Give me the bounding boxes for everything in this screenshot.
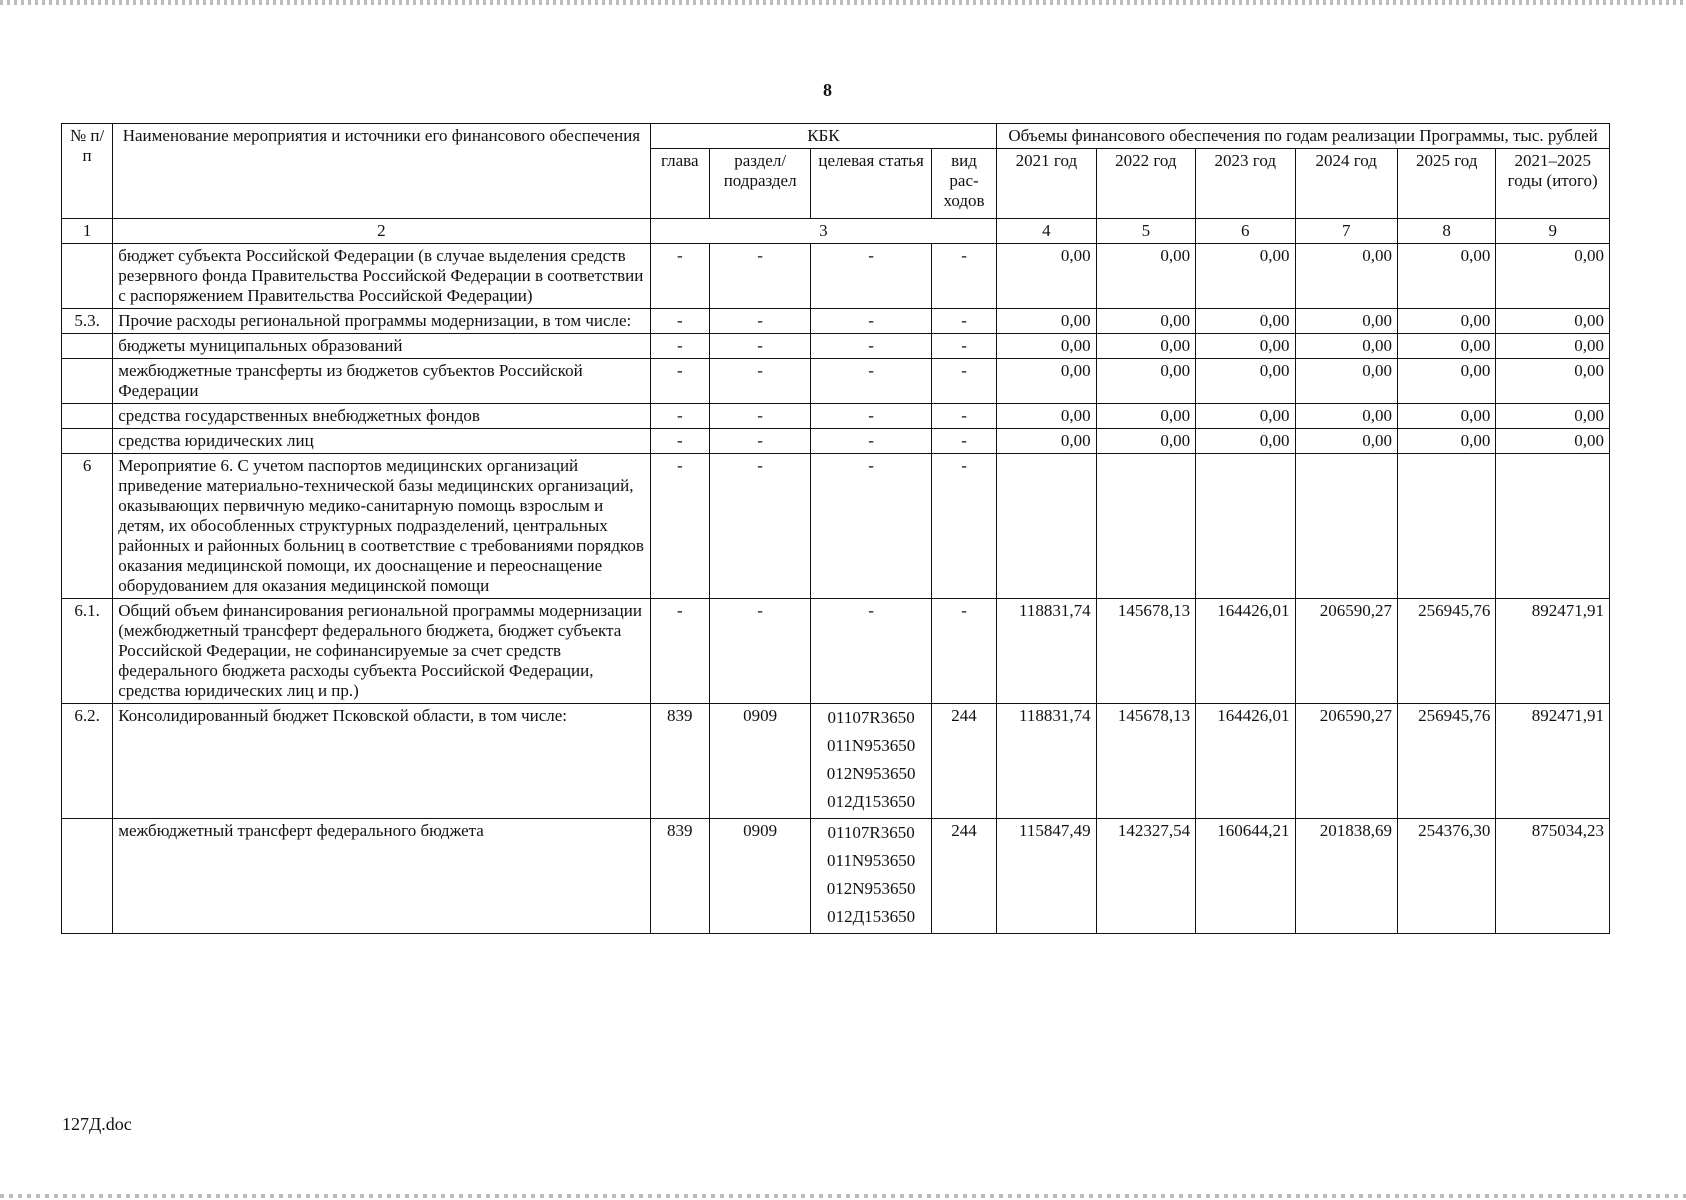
amount-cell: 0,00: [1397, 244, 1495, 309]
kbk-statya-cell: [811, 704, 932, 819]
row-number-cell: [62, 819, 113, 934]
row-name-cell: Мероприятие 6. С учетом паспортов медицинских организаций приведение материально-технической базы медицинских организаций, оказывающих первичную медико-санитарную помощь взрослым и детям, их обособленных структурных подразделений, центральных районных и районных больниц в соответствие с требованиями порядков оказания медицинской помощи, их дооснащение и переоснащение оборудованием для оказания медицинской помощи: [113, 454, 650, 599]
header-razdel: раздел/ подраздел: [709, 149, 810, 219]
row-name-cell: бюджеты муниципальных образований: [113, 334, 650, 359]
header-kbk: КБК: [650, 124, 997, 149]
row-number-cell: [62, 404, 113, 429]
row-name-cell: средства юридических лиц: [113, 429, 650, 454]
kbk-statya-code: 011N953650: [827, 851, 916, 870]
amount-cell: 892471,91: [1496, 599, 1610, 704]
kbk-glava-cell: -: [650, 454, 709, 599]
colnum-6: 6: [1196, 219, 1295, 244]
kbk-vid-cell: 244: [931, 819, 996, 934]
row-name-cell: межбюджетные трансферты из бюджетов субъектов Российской Федерации: [113, 359, 650, 404]
row-number-cell: 6: [62, 454, 113, 599]
amount-cell: [997, 454, 1096, 599]
row-number-cell: 6.2.: [62, 704, 113, 819]
header-vid: вид рас- ходов: [931, 149, 996, 219]
amount-cell: 164426,01: [1196, 599, 1295, 704]
amount-cell: 0,00: [1196, 309, 1295, 334]
kbk-statya-code: 012Д153650: [827, 792, 916, 811]
page-number: 8: [823, 80, 832, 100]
amount-cell: 0,00: [997, 429, 1096, 454]
table-row: [62, 244, 1610, 309]
kbk-glava-cell: -: [650, 404, 709, 429]
amount-cell: 254376,30: [1397, 819, 1495, 934]
kbk-vid-cell: -: [931, 599, 996, 704]
amount-cell: 0,00: [1295, 334, 1397, 359]
amount-cell: [1496, 454, 1610, 599]
kbk-statya-code: 012N953650: [826, 879, 916, 898]
kbk-statya-cell: [811, 429, 932, 454]
column-number-row: [62, 219, 1610, 244]
amount-cell: 0,00: [1496, 334, 1610, 359]
header-name: Наименование мероприятия и источники его финансового обеспечения: [113, 124, 650, 219]
colnum-9: 9: [1496, 219, 1610, 244]
kbk-glava-cell: -: [650, 359, 709, 404]
kbk-razdel-cell: -: [709, 404, 810, 429]
kbk-statya-code: -: [868, 406, 874, 425]
amount-cell: 256945,76: [1397, 599, 1495, 704]
header-statya: целевая статья: [811, 149, 932, 219]
table-row: [62, 704, 1610, 819]
colnum-4: 4: [997, 219, 1096, 244]
amount-cell: 0,00: [997, 404, 1096, 429]
amount-cell: 0,00: [1096, 359, 1195, 404]
colnum-8: 8: [1397, 219, 1495, 244]
scan-bottom-edge: [0, 1194, 1686, 1198]
kbk-razdel-cell: 0909: [709, 704, 810, 819]
amount-cell: 0,00: [1496, 404, 1610, 429]
kbk-glava-cell: -: [650, 429, 709, 454]
document-filename: 127Д.doc: [62, 1114, 132, 1134]
amount-cell: 0,00: [1096, 309, 1195, 334]
kbk-glava-cell: -: [650, 244, 709, 309]
kbk-vid-cell: -: [931, 334, 996, 359]
header-glava: глава: [650, 149, 709, 219]
amount-cell: 0,00: [1096, 404, 1195, 429]
kbk-statya-cell: [811, 404, 932, 429]
header-volumes: Объемы финансового обеспечения по годам реализации Программы, тыс. рублей: [997, 124, 1610, 149]
row-number-cell: 5.3.: [62, 309, 113, 334]
amount-cell: 0,00: [997, 334, 1096, 359]
kbk-vid-cell: -: [931, 309, 996, 334]
amount-cell: 0,00: [1397, 309, 1495, 334]
amount-cell: [1397, 454, 1495, 599]
row-name-cell: средства государственных внебюджетных фондов: [113, 404, 650, 429]
amount-cell: 0,00: [1397, 429, 1495, 454]
kbk-statya-cell: [811, 309, 932, 334]
row-name-cell: Консолидированный бюджет Псковской области, в том числе:: [113, 704, 650, 819]
amount-cell: [1096, 454, 1195, 599]
kbk-vid-cell: -: [931, 404, 996, 429]
kbk-razdel-cell: -: [709, 429, 810, 454]
kbk-statya-code: 012N953650: [826, 764, 916, 783]
kbk-razdel-cell: -: [709, 359, 810, 404]
row-number-cell: [62, 359, 113, 404]
kbk-glava-cell: -: [650, 334, 709, 359]
kbk-statya-code: 012Д153650: [827, 907, 916, 926]
amount-cell: 0,00: [1397, 404, 1495, 429]
kbk-statya-code: -: [868, 246, 874, 265]
kbk-statya-code: -: [868, 361, 874, 380]
amount-cell: 0,00: [1295, 359, 1397, 404]
header-row-1: [62, 124, 1610, 149]
table-row: [62, 404, 1610, 429]
scan-top-edge: [0, 0, 1686, 5]
amount-cell: 0,00: [1496, 429, 1610, 454]
row-number-cell: [62, 429, 113, 454]
amount-cell: 160644,21: [1196, 819, 1295, 934]
kbk-glava-cell: 839: [650, 704, 709, 819]
table-row: [62, 359, 1610, 404]
amount-cell: 0,00: [1496, 244, 1610, 309]
table-row: [62, 454, 1610, 599]
amount-cell: 0,00: [1295, 429, 1397, 454]
table-row: [62, 334, 1610, 359]
header-num: № п/п: [62, 124, 113, 219]
kbk-razdel-cell: -: [709, 454, 810, 599]
row-number-cell: [62, 334, 113, 359]
amount-cell: 0,00: [1196, 244, 1295, 309]
kbk-razdel-cell: 0909: [709, 819, 810, 934]
amount-cell: 875034,23: [1496, 819, 1610, 934]
amount-cell: 145678,13: [1096, 704, 1195, 819]
amount-cell: 118831,74: [997, 704, 1096, 819]
kbk-statya-cell: [811, 334, 932, 359]
table-row: [62, 819, 1610, 934]
amount-cell: 142327,54: [1096, 819, 1195, 934]
kbk-statya-code: -: [868, 456, 874, 475]
amount-cell: 0,00: [1295, 404, 1397, 429]
amount-cell: [1196, 454, 1295, 599]
kbk-glava-cell: 839: [650, 819, 709, 934]
colnum-5: 5: [1096, 219, 1195, 244]
kbk-razdel-cell: -: [709, 309, 810, 334]
kbk-vid-cell: -: [931, 244, 996, 309]
row-number-cell: [62, 244, 113, 309]
amount-cell: 256945,76: [1397, 704, 1495, 819]
kbk-statya-code: -: [868, 311, 874, 330]
kbk-glava-cell: -: [650, 599, 709, 704]
amount-cell: 0,00: [997, 309, 1096, 334]
kbk-statya-cell: [811, 454, 932, 599]
amount-cell: 0,00: [1196, 334, 1295, 359]
header-2021: 2021 год: [997, 149, 1096, 219]
header-2023: 2023 год: [1196, 149, 1295, 219]
kbk-statya-cell: [811, 599, 932, 704]
row-name-cell: бюджет субъекта Российской Федерации (в случае выделения средств резервного фонда Правительства Российской Федерации в соответствии с распоряжением Правительства Российской Федерации): [113, 244, 650, 309]
amount-cell: 0,00: [1196, 359, 1295, 404]
row-name-cell: межбюджетный трансферт федерального бюджета: [113, 819, 650, 934]
row-number-cell: 6.1.: [62, 599, 113, 704]
kbk-statya-cell: [811, 819, 932, 934]
amount-cell: 206590,27: [1295, 599, 1397, 704]
amount-cell: 0,00: [1096, 429, 1195, 454]
row-name-cell: Общий объем финансирования региональной программы модернизации (межбюджетный трансферт федерального бюджета, бюджет субъекта Российской Федерации, не софинансируемые за счет средств федерального бюджета расходы субъекта Российской Федерации, средства юридических лиц и пр.): [113, 599, 650, 704]
amount-cell: 164426,01: [1196, 704, 1295, 819]
table-row: [62, 599, 1610, 704]
amount-cell: 0,00: [997, 359, 1096, 404]
header-2024: 2024 год: [1295, 149, 1397, 219]
kbk-vid-cell: -: [931, 454, 996, 599]
amount-cell: 201838,69: [1295, 819, 1397, 934]
header-2025: 2025 год: [1397, 149, 1495, 219]
colnum-7: 7: [1295, 219, 1397, 244]
kbk-statya-cell: [811, 244, 932, 309]
kbk-statya-code: -: [868, 336, 874, 355]
amount-cell: 0,00: [1496, 309, 1610, 334]
kbk-statya-code: 011N953650: [827, 736, 916, 755]
amount-cell: 0,00: [1295, 244, 1397, 309]
amount-cell: 0,00: [1397, 359, 1495, 404]
kbk-razdel-cell: -: [709, 244, 810, 309]
amount-cell: 115847,49: [997, 819, 1096, 934]
colnum-1: 1: [62, 219, 113, 244]
kbk-statya-code: -: [868, 431, 874, 450]
kbk-statya-code: 01107R3650: [827, 823, 915, 842]
table-row: [62, 309, 1610, 334]
kbk-statya-cell: [811, 359, 932, 404]
colnum-2: 2: [113, 219, 650, 244]
amount-cell: 0,00: [1496, 359, 1610, 404]
kbk-vid-cell: -: [931, 429, 996, 454]
kbk-razdel-cell: -: [709, 334, 810, 359]
amount-cell: 892471,91: [1496, 704, 1610, 819]
amount-cell: 0,00: [1397, 334, 1495, 359]
amount-cell: 145678,13: [1096, 599, 1195, 704]
amount-cell: 0,00: [1295, 309, 1397, 334]
amount-cell: 0,00: [1096, 244, 1195, 309]
row-name-cell: Прочие расходы региональной программы модернизации, в том числе:: [113, 309, 650, 334]
kbk-vid-cell: -: [931, 359, 996, 404]
kbk-glava-cell: -: [650, 309, 709, 334]
amount-cell: 0,00: [997, 244, 1096, 309]
amount-cell: 0,00: [1096, 334, 1195, 359]
amount-cell: 206590,27: [1295, 704, 1397, 819]
kbk-razdel-cell: -: [709, 599, 810, 704]
amount-cell: 0,00: [1196, 404, 1295, 429]
header-total: 2021–2025 годы (итого): [1496, 149, 1610, 219]
kbk-statya-code: -: [868, 601, 874, 620]
budget-table: [61, 123, 1610, 934]
kbk-vid-cell: 244: [931, 704, 996, 819]
colnum-3: 3: [650, 219, 997, 244]
header-2022: 2022 год: [1096, 149, 1195, 219]
table-row: [62, 429, 1610, 454]
amount-cell: 0,00: [1196, 429, 1295, 454]
amount-cell: 118831,74: [997, 599, 1096, 704]
kbk-statya-code: 01107R3650: [827, 708, 915, 727]
amount-cell: [1295, 454, 1397, 599]
